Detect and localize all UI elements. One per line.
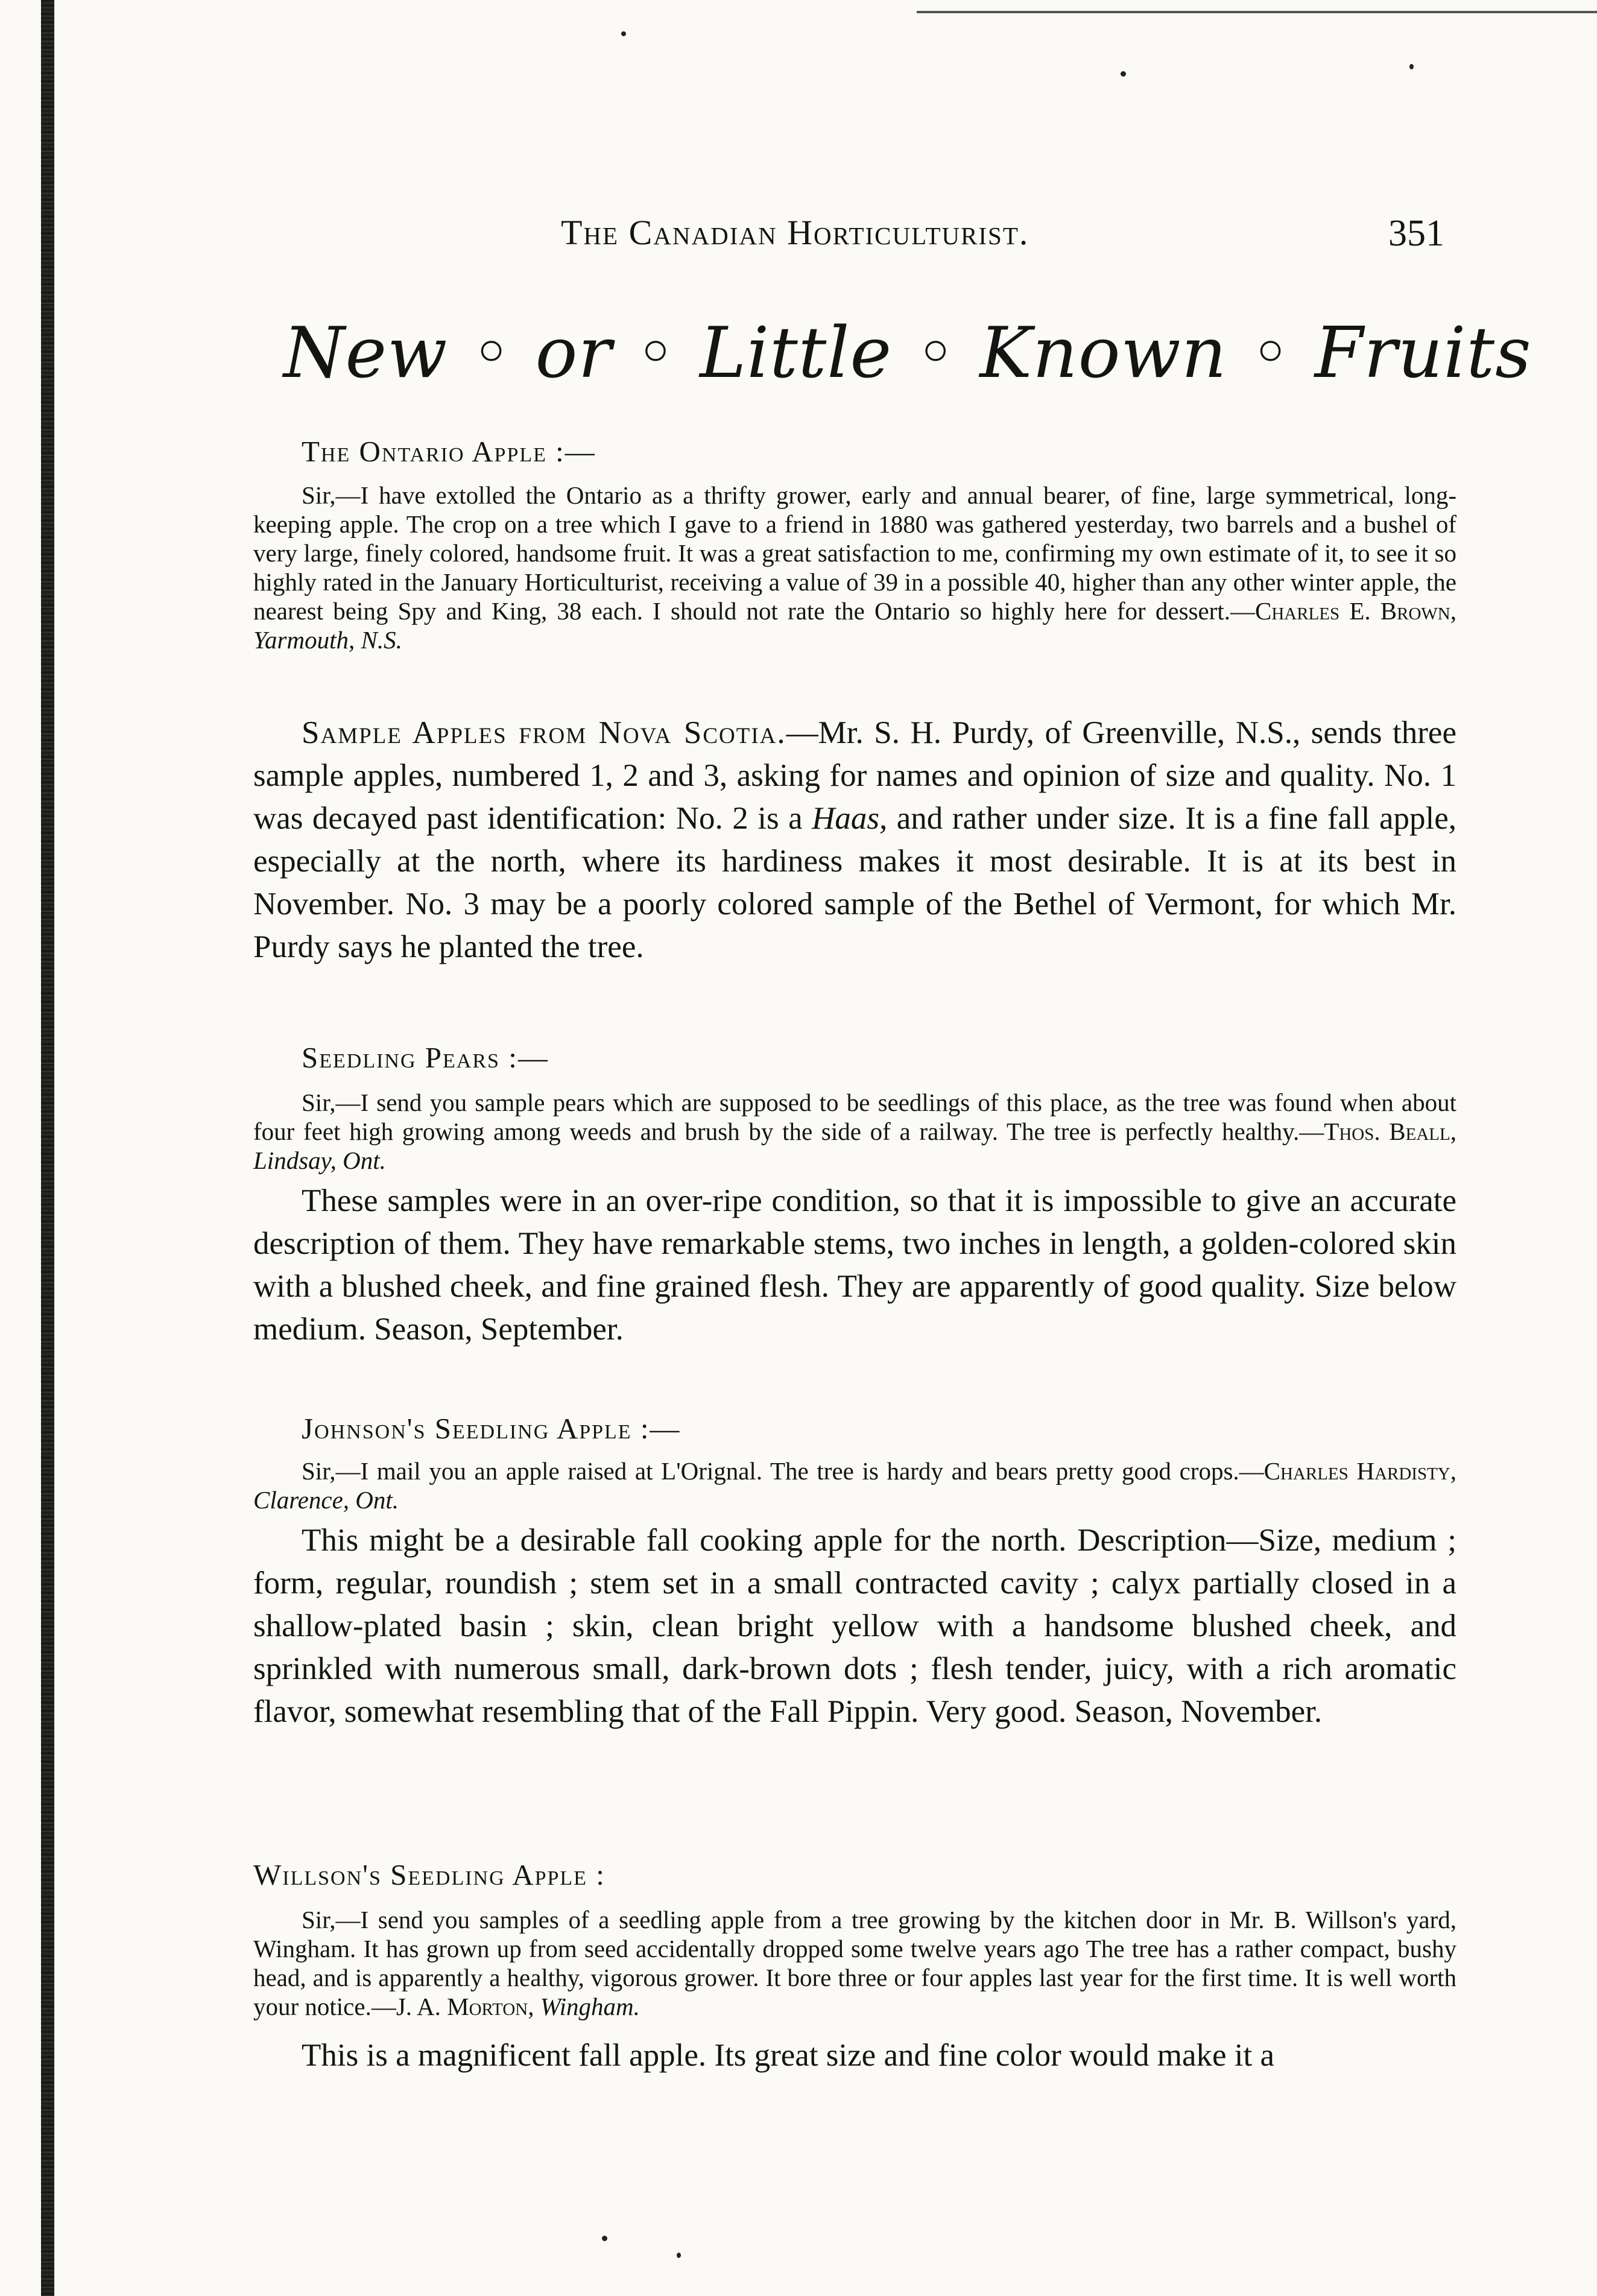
letter-body: Sir,—I mail you an apple raised at L'Orignal. The tree is hardy and bears pretty good crops.— — [302, 1457, 1264, 1485]
letter-text — [253, 1088, 1456, 1175]
section-heading: Willson's Seedling Apple : — [253, 1858, 606, 1891]
running-head — [561, 212, 1444, 261]
section-nova-scotia — [253, 712, 1456, 969]
letter-text — [253, 1905, 1456, 2021]
page-number: 351 — [1388, 213, 1444, 254]
signature-place: Clarence, Ont. — [253, 1486, 399, 1514]
signature-place: Wingham. — [540, 1993, 640, 2020]
paragraph-text: —Mr. S. H. Purdy, of Greenville, N.S., sends three sample apples, numbered 1, 2 and 3, asking for names and opinion of size and quality. No. 1 was decayed past identification: No. 2 is a — [253, 715, 1456, 836]
section-heading: The Ontario Apple :— — [302, 435, 596, 468]
paragraph: This might be a desirable fall cooking apple for the north. Description—Size, medium ; form, regular, roundish ; stem set in a small contracted cavity ; calyx partially closed in a shallow-plated basin ; skin, clean bright yellow with a handsome blushed cheek, and sprinkled with numerous small, dark-brown dots ; flesh tender, juicy, with a rich aromatic flavor, somewhat resembling that of the Fall Pippin. Very good. Season, November. — [253, 1523, 1456, 1729]
letter-body: Sir,—I send you samples of a seedling apple from a tree growing by the kitchen door in Mr. B. Willson's yard, Wingham. It has grown up from seed accidentally dropped some twelve years ago The tree has a rather compact, bushy head, and is apparently a healthy, vigorous grower. It bore three or four apples last year for the first time. It is well worth your notice.— — [253, 1906, 1456, 2020]
section-heading: Seedling Pears :— — [302, 1041, 549, 1074]
print-speck — [1409, 64, 1414, 69]
signature-place: Lindsay, Ont. — [253, 1146, 386, 1174]
section-banner — [283, 305, 1532, 401]
section-heading: Johnson's Seedling Apple :— — [302, 1412, 681, 1445]
binding-edge — [41, 0, 54, 2296]
paragraph — [253, 712, 1456, 969]
print-speck — [1121, 71, 1126, 77]
signature-name: Charles E. Brown, — [1254, 597, 1457, 625]
section-johnsons-seedling — [253, 1411, 1456, 1733]
letter-body: Sir,—I have extolled the Ontario as a thrifty grower, early and annual bearer, of fine, large symmetrical, long-keeping apple. The crop on a tree which I gave to a friend in 1880 was gathered yesterday, two barrels and a bushel of very large, finely colored, handsome fruit. It was a great satisfaction to me, confirming my own estimate of it, to see it so highly rated in the January Horticulturist, receiving a value of 39 in a possible 40, higher than any other winter apple, the nearest being Spy and King, 38 each. I should not rate the Ontario so highly here for dessert.— — [253, 481, 1456, 625]
signature-name: Thos. Beall, — [1324, 1118, 1456, 1145]
print-speck — [621, 31, 626, 36]
print-speck — [677, 2253, 681, 2258]
print-speck — [602, 2236, 607, 2241]
letter-text — [253, 481, 1456, 654]
signature-name: J. A. Morton, — [396, 1993, 534, 2020]
section-ontario-apple — [253, 434, 1456, 654]
signature-name: Charles Hardisty, — [1263, 1457, 1456, 1485]
banner-title: New ◦ or ◦ Little ◦ Known ◦ Fruits — [283, 312, 1532, 394]
section-seedling-pears — [253, 1040, 1456, 1351]
paragraph: This is a magnificent fall apple. Its great size and fine color would make it a — [302, 2038, 1275, 2073]
journal-title: The Canadian Horticulturist. — [561, 213, 1029, 252]
signature-place: Yarmouth, N.S. — [253, 626, 402, 654]
letter-text — [253, 1456, 1456, 1514]
section-heading: Sample Apples from Nova Scotia. — [302, 715, 786, 750]
paragraph: These samples were in an over-ripe condition, so that it is impossible to give an accurate description of them. They have remarkable stems, two inches in length, a golden-colored skin with a blushed cheek, and fine grained flesh. They are apparently of good quality. Size below medium. Season, September. — [253, 1183, 1456, 1347]
letter-body: Sir,—I send you sample pears which are supposed to be seedlings of this place, as the tree was found when about four feet high growing among weeds and brush by the side of a railway. The tree is perfectly healthy.— — [253, 1089, 1456, 1145]
paragraph-text: and rather under size. It is a fine fall apple, especially at the north, where its hardiness makes it most desirable. It is at its best in November. No. 3 may be a poorly colored sample of the Bethel of Vermont, for which Mr. Purdy says he planted the tree. — [253, 801, 1456, 964]
top-rule — [917, 11, 1597, 13]
variety-name: Haas, — [812, 801, 888, 836]
section-willsons-seedling — [253, 1858, 1456, 2077]
